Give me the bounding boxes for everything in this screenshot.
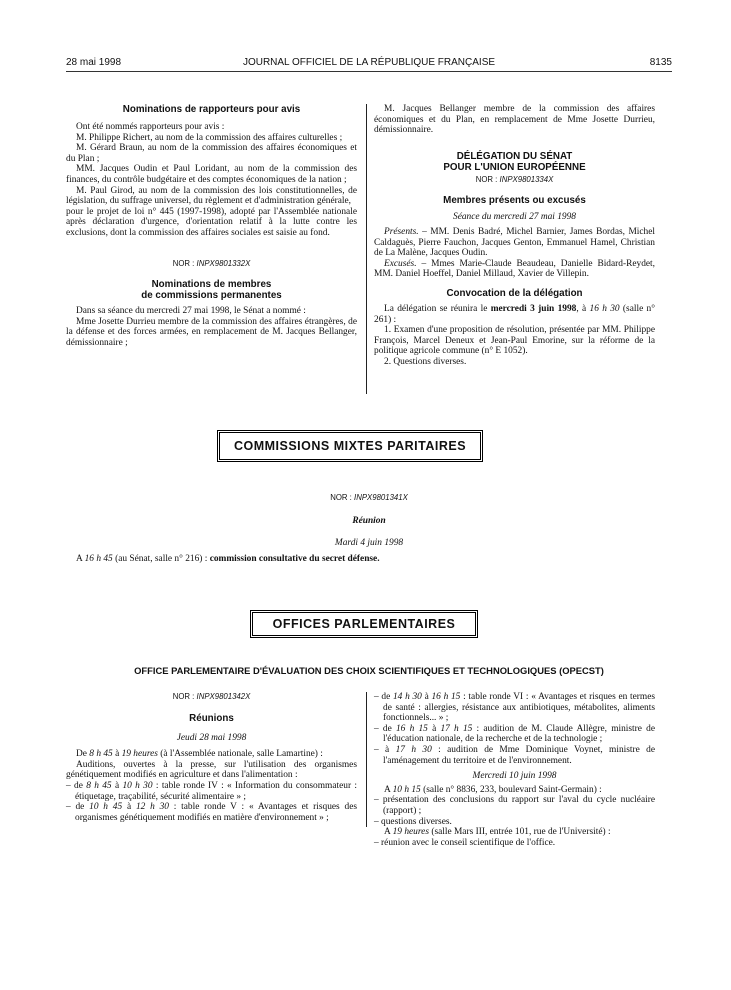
right-column-bottom (374, 692, 655, 848)
paragraph: Dans sa séance du mercredi 27 mai 1998, le Sénat a nommé : (76, 306, 306, 317)
presents-paragraph: Présents. – MM. Denis Badré, Michel Barnier, James Bordas, Michel Caldaguès, Pierre Fauchon, Jacques Genton, Emmanuel Hamel, Christian de La Malène, Jacques Oudin. (374, 226, 655, 259)
list-item: – de 14 h 30 à 16 h 15 : table ronde VI : « Avantages et risques en termes de santé : allergies, résistance aux antibiotiques, métabolites, aliments fonctionnels... » ; (374, 692, 656, 724)
meeting-date: Jeudi 28 mai 1998 (176, 732, 247, 743)
list-item: – de 16 h 15 à 17 h 15 : audition de M. Claude Allègre, ministre de l'éducation nationale, de la recherche et de la technologie ; (374, 723, 656, 745)
column-divider (366, 104, 367, 394)
section-heading: Convocation de la délégation (446, 287, 583, 299)
section-box-offices (250, 610, 478, 638)
header-date: 28 mai 1998 (66, 57, 122, 68)
paragraph: De 8 h 45 à 19 heures (à l'Assemblée nationale, salle Lamartine) : (76, 749, 323, 760)
section-box-cmp (217, 430, 483, 462)
paragraph: M. Paul Girod, au nom de la commission des lois constitutionnelles, de législation, du suffrage universel, du règlement et d'administration générale, (66, 185, 357, 207)
agenda-item: 1. Examen d'une proposition de résolution, présentée par MM. Philippe François, Marcel Deneux et Jean-Paul Emorine, sur la réforme de la politique agricole commune (n° E 1052). (374, 325, 655, 357)
meeting-date: Mardi 4 juin 1998 (334, 538, 404, 548)
list-item: – questions diverses. (374, 816, 452, 827)
list-item: – de 10 h 45 à 12 h 30 : table ronde V : « Avantages et risques des organismes génétiquement modifiés en matière d'environnement » ; (66, 802, 357, 823)
excuses-paragraph: Excusés. – Mmes Marie-Claude Beaudeau, Danielle Bidard-Reydet, MM. Daniel Hoeffel, Daniel Millaud, Xavier de Villepin. (374, 258, 655, 280)
column-divider (366, 692, 367, 827)
header-title: JOURNAL OFFICIEL DE LA RÉPUBLIQUE FRANÇAISE (242, 57, 496, 68)
meeting-line: A 16 h 45 (au Sénat, salle n° 216) : commission consultative du secret défense. (76, 554, 380, 564)
agenda-item: 2. Questions diverses. (384, 356, 467, 367)
reunion-label: Réunion (352, 516, 386, 526)
header-rule (66, 71, 672, 72)
meeting-date: Mercredi 10 juin 1998 (472, 771, 557, 782)
paragraph: A 19 heures (salle Mars III, entrée 101, rue de l'Université) : (384, 827, 611, 838)
paragraph: M. Gérard Braun, au nom de la commission des affaires économiques et du Plan ; (66, 143, 357, 164)
list-item: – de 8 h 45 à 10 h 30 : table ronde IV : « Information du consommateur : étiquetage, traçabilité, sécurité alimentaire » ; (66, 780, 358, 802)
section-heading: DÉLÉGATION DU SÉNAT POUR L'UNION EUROPÉENNE (443, 150, 586, 173)
paragraph: M. Jacques Bellanger membre de la commission des affaires économiques et du Plan, en remplacement de Mme Josette Durrieu, démissionnaire. (374, 104, 655, 136)
paragraph: La délégation se réunira le mercredi 3 juin 1998, à 16 h 30 (salle n° 261) : (374, 303, 655, 325)
nor-reference: NOR : INPX9801332X (172, 258, 251, 268)
section-heading: Réunions (189, 712, 234, 724)
right-column-top (374, 104, 655, 368)
paragraph: Auditions, ouvertes à la presse, sur l'utilisation des organismes génétiquement modifiés en agriculture et dans l'alimentation : (66, 759, 357, 781)
section-heading: Nominations de rapporteurs pour avis (122, 104, 301, 115)
nor-reference: NOR : INPX9801334X (475, 174, 554, 184)
left-column-bottom (66, 692, 357, 823)
list-item: – réunion avec le conseil scientifique de l'office. (374, 837, 556, 848)
box-title: OFFICES PARLEMENTAIRES (272, 617, 456, 631)
paragraph: A 10 h 15 (salle n° 8836, 233, boulevard Saint-Germain) : (384, 784, 602, 795)
header-page-number: 8135 (649, 57, 672, 68)
list-item: – présentation des conclusions du rapport sur l'aval du cycle nucléaire (rapport) ; (374, 795, 655, 816)
nor-reference: NOR : INPX9801341X (330, 493, 408, 502)
seance-date: Séance du mercredi 27 mai 1998 (453, 212, 576, 223)
opecst-heading: OFFICE PARLEMENTAIRE D'ÉVALUATION DES CHOIX SCIENTIFIQUES ET TECHNOLOGIQUES (OPECST) (134, 665, 604, 676)
section-heading: Membres présents ou excusés (443, 195, 586, 207)
list-item: – à 17 h 30 : audition de Mme Dominique Voynet, ministre de l'aménagement du territoire et de l'environnement. (374, 744, 655, 766)
paragraph: Ont été nommés rapporteurs pour avis : (76, 122, 225, 132)
left-column-top (66, 104, 357, 349)
paragraph: MM. Jacques Oudin et Paul Loridant, au nom de la commission des finances, du contrôle budgétaire et des comptes économiques de la nation ; (66, 164, 357, 185)
paragraph: pour le projet de loi n° 445 (1997-1998), adopté par l'Assemblée nationale après déclaration d'urgence, d'orientation relatif à la lutte contre les exclusions, dont la commission des affaires sociales est saisie au fond. (66, 206, 357, 238)
paragraph: Mme Josette Durrieu membre de la commission des affaires étrangères, de la défense et des forces armées, en remplacement de M. Jacques Bellanger, démissionnaire ; (66, 316, 357, 348)
box-title: COMMISSIONS MIXTES PARITAIRES (233, 439, 467, 453)
paragraph: M. Philippe Richert, au nom de la commission des affaires culturelles ; (76, 132, 343, 143)
section-heading: Nominations de membres de commissions permanentes (141, 279, 282, 302)
nor-reference: NOR : INPX9801342X (172, 692, 251, 701)
